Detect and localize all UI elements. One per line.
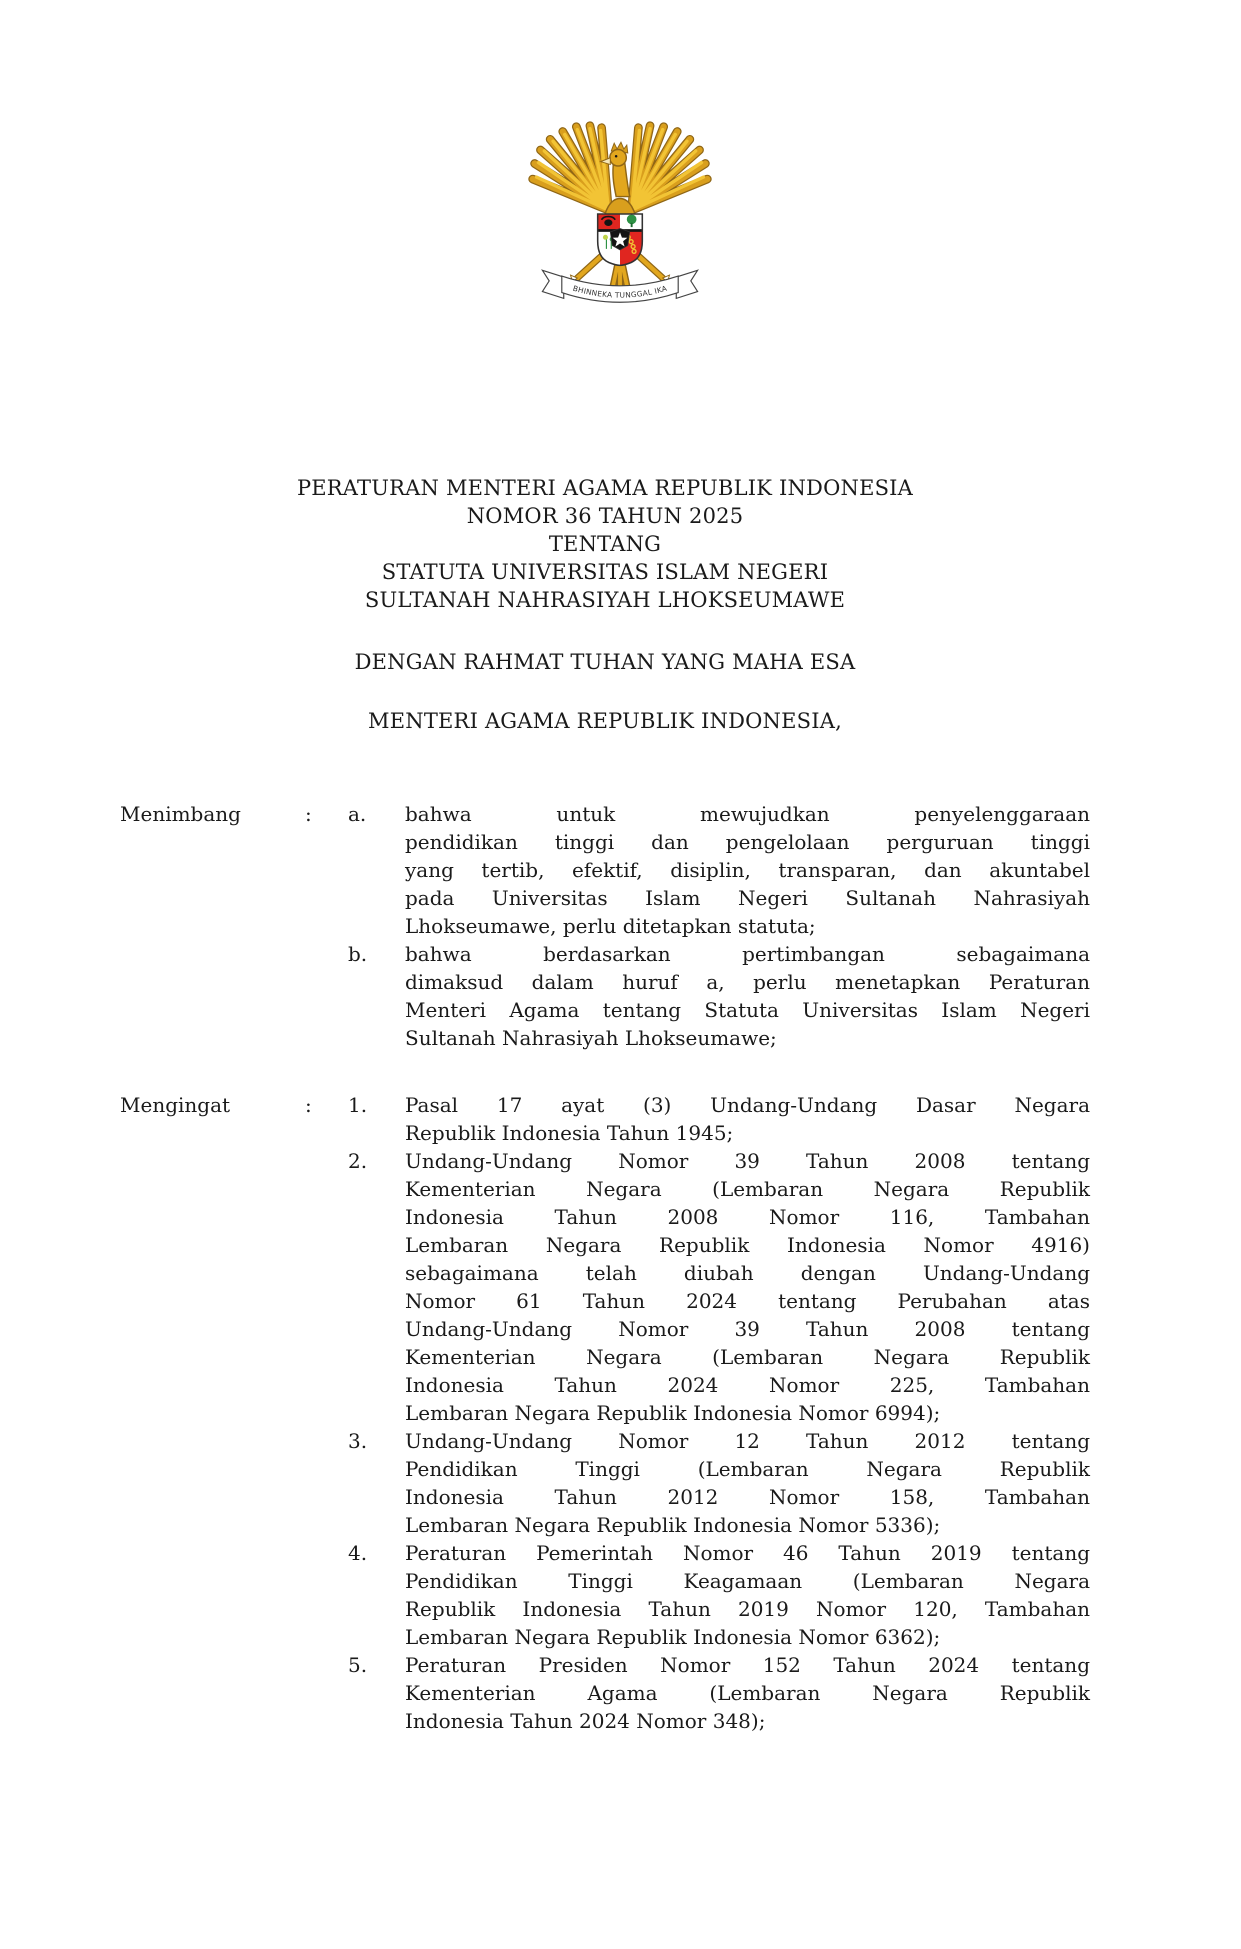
text-line: Lembaran Negara Republik Indonesia Nomor 6362); (405, 1625, 941, 1649)
garuda-pancasila-emblem (523, 116, 717, 312)
text-line: bahwa berdasarkan pertimbangan sebagaimana (405, 942, 1090, 966)
text-line: Lembaran Negara Republik Indonesia Nomor 6994); (405, 1401, 941, 1425)
text-line: yang tertib, efektif, disiplin, transparan, dan akuntabel (405, 858, 1090, 882)
legal-basis-item-1 (120, 1091, 1090, 1147)
text-line: Lembaran Negara Republik Indonesia Nomor 5336); (405, 1513, 941, 1537)
text-line: Republik Indonesia Tahun 2019 Nomor 120, Tambahan (405, 1597, 1090, 1621)
text-line: Undang-Undang Nomor 39 Tahun 2008 tentang (405, 1317, 1090, 1341)
text-line: Menteri Agama tentang Statuta Universitas Islam Negeri (405, 998, 1090, 1022)
legal-basis-item-3 (120, 1427, 1090, 1539)
legal-basis-item-5 (120, 1651, 1090, 1735)
text-line: Pendidikan Tinggi (Lembaran Negara Republik (405, 1457, 1090, 1481)
section-colon: : (305, 1093, 312, 1117)
text-line: Lhokseumawe, perlu ditetapkan statuta; (405, 914, 816, 938)
mengingat-section (120, 1091, 1090, 1735)
consideration-item-b (120, 940, 1090, 1052)
text-line: pada Universitas Islam Negeri Sultanah Nahrasiyah (405, 886, 1090, 910)
title-line-subject2: SULTANAH NAHRASIYAH LHOKSEUMAWE (364, 588, 846, 612)
text-line: Peraturan Pemerintah Nomor 46 Tahun 2019 tentang (405, 1541, 1090, 1565)
regulation-title (120, 474, 1090, 614)
item-marker-4: 4. (348, 1541, 368, 1565)
item-body (405, 1427, 1090, 1539)
authority-line: MENTERI AGAMA REPUBLIK INDONESIA, (368, 709, 842, 733)
text-line: Undang-Undang Nomor 39 Tahun 2008 tentang (405, 1149, 1090, 1173)
text-line: Indonesia Tahun 2008 Nomor 116, Tambahan (405, 1205, 1090, 1229)
motto-text: BHINNEKA TUNGGAL IKA (571, 283, 669, 300)
text-line: pendidikan tinggi dan pengelolaan perguruan tinggi (405, 830, 1090, 854)
item-body (405, 1147, 1090, 1427)
text-line: Indonesia Tahun 2024 Nomor 225, Tambahan (405, 1373, 1090, 1397)
item-body (405, 1539, 1090, 1651)
section-label-menimbang: Menimbang (120, 802, 241, 826)
title-line-subject: STATUTA UNIVERSITAS ISLAM NEGERI (381, 560, 829, 584)
text-line: sebagaimana telah diubah dengan Undang-Undang (405, 1261, 1090, 1285)
text-line: Kementerian Agama (Lembaran Negara Republik (405, 1681, 1090, 1705)
item-body (405, 940, 1090, 1052)
item-body (405, 1651, 1090, 1735)
text-line: Nomor 61 Tahun 2024 tentang Perubahan atas (405, 1289, 1090, 1313)
text-line: Indonesia Tahun 2024 Nomor 348); (405, 1709, 766, 1733)
item-marker-a: a. (348, 802, 367, 826)
text-line: dimaksud dalam huruf a, perlu menetapkan Peraturan (405, 970, 1090, 994)
item-marker-b: b. (348, 942, 368, 966)
legal-basis-item-2 (120, 1147, 1090, 1427)
title-line-about: TENTANG (548, 532, 662, 556)
text-line: bahwa untuk mewujudkan penyelenggaraan (405, 802, 1090, 826)
menimbang-section (120, 800, 1090, 1052)
title-line-issuer: PERATURAN MENTERI AGAMA REPUBLIK INDONESIA (296, 476, 914, 500)
item-marker-3: 3. (348, 1429, 368, 1453)
item-body (405, 800, 1090, 940)
text-line: Kementerian Negara (Lembaran Negara Republik (405, 1345, 1090, 1369)
text-line: Pasal 17 ayat (3) Undang-Undang Dasar Negara (405, 1093, 1090, 1117)
item-marker-1: 1. (348, 1093, 368, 1117)
text-line: Kementerian Negara (Lembaran Negara Republik (405, 1177, 1090, 1201)
text-line: Sultanah Nahrasiyah Lhokseumawe; (405, 1026, 777, 1050)
text-line: Indonesia Tahun 2012 Nomor 158, Tambahan (405, 1485, 1090, 1509)
text-line: Undang-Undang Nomor 12 Tahun 2012 tentang (405, 1429, 1090, 1453)
text-line: Peraturan Presiden Nomor 152 Tahun 2024 tentang (405, 1653, 1090, 1677)
section-label-mengingat: Mengingat (120, 1093, 231, 1117)
text-line: Lembaran Negara Republik Indonesia Nomor 4916) (405, 1233, 1090, 1257)
legal-basis-item-4 (120, 1539, 1090, 1651)
pancasila-shield (598, 214, 643, 265)
text-line: Pendidikan Tinggi Keagamaan (Lembaran Negara (405, 1569, 1090, 1593)
consideration-item-a (120, 800, 1090, 940)
item-marker-5: 5. (348, 1653, 368, 1677)
invocation-line: DENGAN RAHMAT TUHAN YANG MAHA ESA (354, 650, 856, 674)
title-line-number: NOMOR 36 TAHUN 2025 (466, 504, 744, 528)
text-line: Republik Indonesia Tahun 1945; (405, 1121, 734, 1145)
item-marker-2: 2. (348, 1149, 368, 1173)
item-body (405, 1091, 1090, 1147)
section-colon: : (305, 802, 312, 826)
